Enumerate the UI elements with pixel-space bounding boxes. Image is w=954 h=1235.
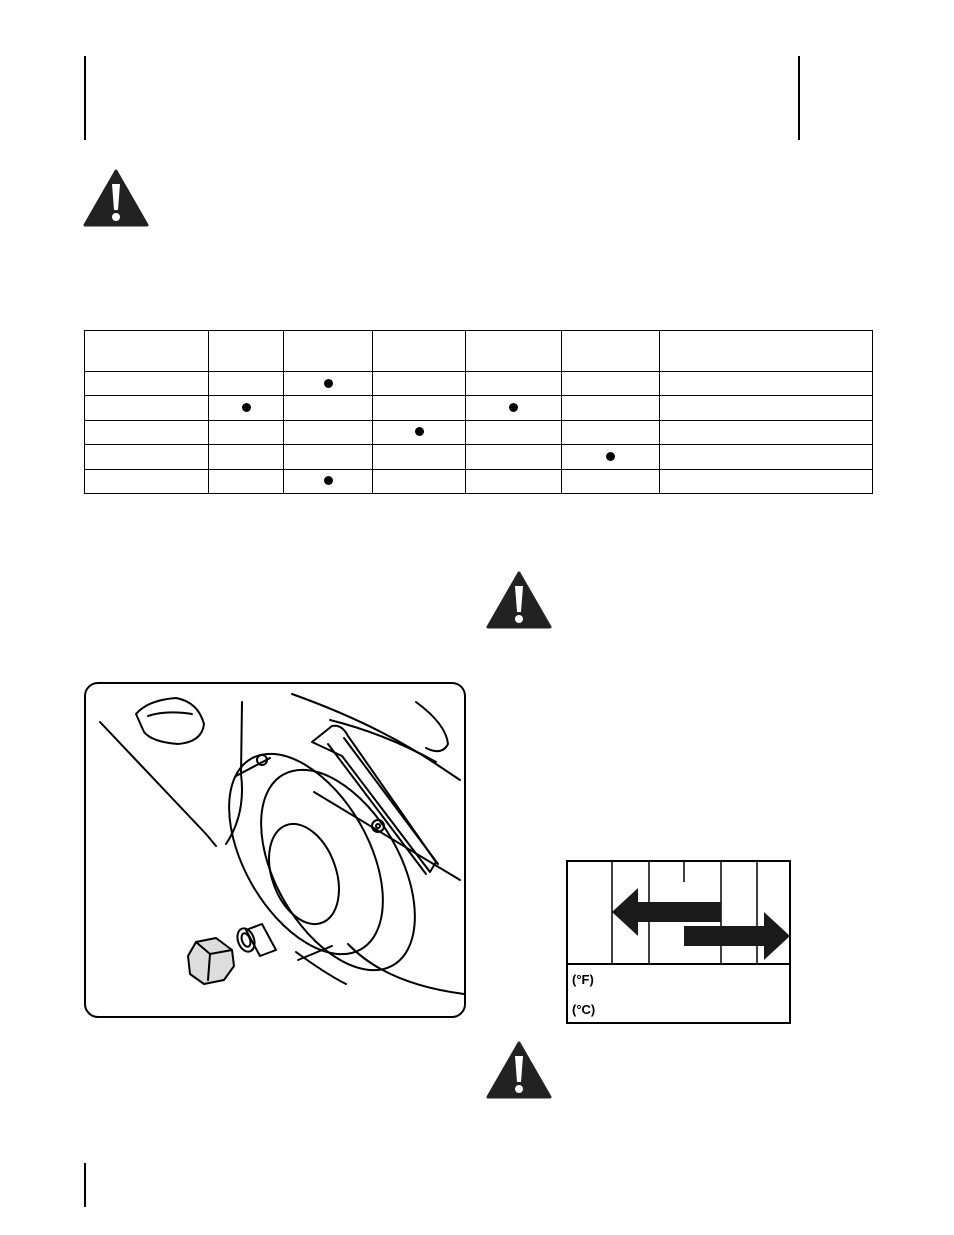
table-row <box>85 445 873 469</box>
footer-margin-rule <box>84 1163 86 1207</box>
temperature-range-area <box>568 862 789 965</box>
table-header-cell <box>85 331 209 372</box>
table-cell <box>85 420 209 444</box>
table-header-cell <box>562 331 660 372</box>
table-cell <box>85 372 209 396</box>
engine-drawing <box>86 684 464 1016</box>
table-cell <box>562 469 660 493</box>
maintenance-schedule-table <box>84 330 873 494</box>
table-cell <box>373 372 466 396</box>
table-cell <box>562 420 660 444</box>
table-cell <box>85 396 209 420</box>
table-row <box>85 372 873 396</box>
table-header-row <box>85 331 873 372</box>
warning-triangle-icon <box>485 1040 553 1100</box>
table-cell <box>660 372 873 396</box>
schedule-dot-icon <box>324 476 333 485</box>
table-cell <box>85 469 209 493</box>
table-cell <box>284 420 373 444</box>
table-row <box>85 469 873 493</box>
table-cell <box>284 396 373 420</box>
oil-drain-illustration <box>84 682 466 1018</box>
celsius-label: (°C) <box>572 1002 596 1017</box>
schedule-dot-icon <box>242 403 251 412</box>
schedule-dot-icon <box>509 403 518 412</box>
table-cell <box>660 445 873 469</box>
warning-triangle-icon <box>485 570 553 630</box>
table-row <box>85 420 873 444</box>
table-cell <box>373 469 466 493</box>
table-cell <box>209 372 284 396</box>
table-header-cell <box>284 331 373 372</box>
table-header-cell <box>660 331 873 372</box>
table-cell <box>660 469 873 493</box>
table-cell <box>373 445 466 469</box>
oil-temperature-chart <box>566 860 791 1024</box>
schedule-dot-icon <box>415 427 424 436</box>
table-cell <box>373 420 466 444</box>
table-header-cell <box>209 331 284 372</box>
warning-triangle-icon <box>82 168 150 228</box>
left-margin-rule <box>84 56 86 140</box>
table-cell <box>466 420 562 444</box>
table-cell <box>209 420 284 444</box>
table-cell <box>466 372 562 396</box>
table-cell <box>562 445 660 469</box>
table-cell <box>373 396 466 420</box>
right-margin-rule <box>798 56 800 140</box>
table-cell <box>562 396 660 420</box>
table-cell <box>209 445 284 469</box>
table-cell <box>284 445 373 469</box>
table-cell <box>209 469 284 493</box>
table-cell <box>209 396 284 420</box>
table-cell <box>660 396 873 420</box>
schedule-dot-icon <box>606 452 615 461</box>
schedule-dot-icon <box>324 379 333 388</box>
table-cell <box>466 396 562 420</box>
table-cell <box>660 420 873 444</box>
table-cell <box>85 445 209 469</box>
table-header-cell <box>466 331 562 372</box>
table-header-cell <box>373 331 466 372</box>
table-cell <box>284 469 373 493</box>
table-cell <box>284 372 373 396</box>
table-cell <box>562 372 660 396</box>
table-cell <box>466 445 562 469</box>
table-row <box>85 396 873 420</box>
table-cell <box>466 469 562 493</box>
fahrenheit-label: (°F) <box>572 972 594 987</box>
